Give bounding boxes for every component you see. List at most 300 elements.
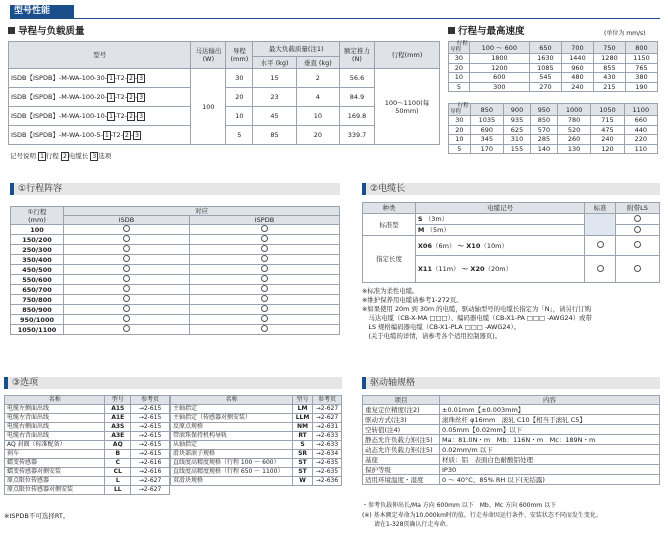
col-maxload: 最大负载质量(注1) — [253, 42, 340, 57]
lead-cell: 10 — [449, 73, 470, 83]
option-name: 主轴指定 — [171, 404, 293, 413]
symbol-legend — [10, 152, 111, 161]
spec-row — [363, 435, 660, 445]
header-marker — [10, 183, 14, 195]
stroke-col: 1100 — [624, 104, 657, 116]
stroke-col: 100 ～ 600 — [469, 42, 529, 54]
stroke-col: 750 — [593, 42, 625, 54]
model-cell: ISDB【ISPDB】-M-WA-100-30- 1 -T2- 2 - 3 — [9, 69, 191, 88]
drive-spec-notes — [362, 501, 602, 530]
circle-icon — [261, 225, 268, 232]
spec-row — [363, 445, 660, 455]
circle-icon — [123, 245, 130, 252]
speed-cell: 130 — [557, 144, 590, 154]
header-marker — [362, 377, 366, 389]
option-model: L — [105, 476, 131, 485]
option-page: →2-615 — [131, 422, 170, 431]
speed-cell: 1800 — [469, 54, 529, 64]
spec-row — [363, 465, 660, 475]
speed-row — [449, 63, 658, 73]
stroke-value: 850/900 — [11, 305, 64, 315]
speed-cell: 380 — [625, 73, 657, 83]
lead-cell: 5 — [226, 126, 253, 145]
thrust-cell: 339.7 — [340, 126, 375, 145]
stroke-value: 750/800 — [11, 295, 64, 305]
stroke-box: 1 — [109, 112, 113, 120]
option-page: →2-615 — [131, 449, 170, 458]
model-suffix: -T2- — [110, 130, 123, 139]
circle-icon — [261, 325, 268, 332]
speed-cell: 1630 — [529, 54, 561, 64]
col-code: 电缆记号 — [415, 203, 584, 214]
code-x11: X11 — [417, 265, 432, 273]
lead-cell: 20 — [449, 63, 470, 73]
option-row — [5, 413, 170, 422]
option-page: →2-627 — [131, 485, 170, 494]
speed-cell: 215 — [593, 82, 625, 92]
speed-row — [449, 73, 658, 83]
option-page: →2-635 — [312, 467, 341, 476]
len-x06: （6m） — [431, 241, 456, 250]
option-model: LM — [293, 404, 313, 413]
option-page: →2-615 — [131, 431, 170, 440]
code-s: S — [417, 215, 423, 223]
title-divider — [10, 18, 660, 19]
cable-table — [362, 202, 660, 283]
speed-cell: 140 — [530, 144, 557, 154]
lead-cell: 30 — [226, 69, 253, 88]
option-model: ST — [293, 458, 313, 467]
option-row — [171, 404, 342, 413]
thrust-cell: 56.6 — [340, 69, 375, 88]
stroke-col: 700 — [561, 42, 593, 54]
col-vertical: 垂直 (kg) — [296, 57, 339, 69]
circle-icon — [123, 325, 130, 332]
option-row — [5, 485, 170, 494]
option-page: →2-615 — [131, 404, 170, 413]
speed-cell: 240 — [591, 135, 624, 145]
speed-heading — [448, 26, 525, 38]
col-model: 型号 — [293, 396, 313, 405]
model-cell: ISDB【ISPDB】-M-WA-100-5- 1 -T2- 2 - 3 — [9, 126, 191, 145]
speed-row — [449, 125, 658, 135]
option-row — [171, 449, 342, 458]
cable-box: 2 — [129, 74, 133, 82]
option-name: AQ 封圈（标准配备） — [5, 440, 105, 449]
stroke-row — [11, 295, 340, 305]
speed-cell: 155 — [504, 144, 531, 154]
legend-box-2: 2 — [62, 153, 67, 160]
option-name: 刹车 — [5, 449, 105, 458]
spec-item: 动态允许负载力矩(注5) — [363, 445, 440, 455]
spec-content: Ma：81.0N・m Mb：116N・m Mc：189N・m — [440, 435, 660, 445]
header-marker — [4, 377, 8, 389]
corner-lead: 导程 — [450, 46, 462, 53]
speed-cell: 690 — [470, 125, 503, 135]
circle-icon — [597, 241, 604, 248]
circle-icon — [123, 235, 130, 242]
circle-icon — [634, 241, 641, 248]
option-name: 双滑块规格 — [171, 476, 293, 485]
option-row — [171, 476, 342, 485]
spec-row — [363, 425, 660, 435]
option-name: 电缆右背面出线 — [5, 431, 105, 440]
option-page: →2-633 — [312, 440, 341, 449]
legend-label-2: 电缆长 — [68, 152, 89, 160]
col-kind: 种类 — [363, 203, 416, 214]
option-box: 3 — [139, 93, 144, 101]
horizontal-cell: 23 — [253, 88, 296, 107]
model-text: ISDB【ISPDB】-M-WA-100-30- — [11, 73, 108, 82]
col-horizontal: 水平 (kg) — [253, 57, 296, 69]
speed-cell: 170 — [470, 144, 503, 154]
circle-icon — [261, 235, 268, 242]
stroke-value: 150/200 — [11, 235, 64, 245]
option-row — [5, 467, 170, 476]
lead-load-row — [9, 69, 440, 88]
spec-note: ・参考负载伸出长/Ma 方向 600mm 以下 Mb、Mc 方向 600mm 以下 — [362, 502, 557, 509]
options-table-left — [4, 395, 170, 495]
speed-cell: 715 — [591, 116, 624, 126]
lead-load-heading — [8, 26, 85, 38]
option-row — [171, 431, 342, 440]
option-row — [171, 467, 342, 476]
spec-content: 0 ～ 40°C、85% RH 以下(无结露) — [440, 475, 660, 485]
options-title: ③选项 — [12, 378, 39, 388]
speed-row — [449, 82, 658, 92]
stroke-cell: 100～1100(每50mm) — [375, 69, 440, 145]
lead-load-title: 导程与负载质量 — [18, 26, 85, 37]
speed-table-2 — [448, 103, 658, 154]
option-name: 电缆右侧面出线 — [5, 422, 105, 431]
stroke-col: 900 — [504, 104, 531, 116]
speed-cell: 285 — [530, 135, 557, 145]
spec-content: ±0.01mm【±0.003mm】 — [440, 405, 660, 415]
option-name: 滑块部滚子规格 — [171, 449, 293, 458]
option-box: 3 — [135, 131, 139, 139]
stroke-lineup-header — [10, 183, 340, 195]
main-title: 型号性能 — [14, 6, 51, 16]
circle-icon — [634, 226, 641, 233]
kind-standard: 标准型 — [363, 214, 416, 236]
col-model: 型号 — [9, 42, 191, 69]
option-page: →2-627 — [312, 413, 341, 422]
model-cell: ISDB【ISPDB】-M-WA-100-20- 1 -T2- 2 - 3 — [9, 88, 191, 107]
option-page: →2-627 — [131, 476, 170, 485]
corner-lead: 导程 — [450, 108, 462, 115]
legend-label-3: 选项 — [98, 152, 112, 160]
option-model: CL — [105, 467, 131, 476]
stroke-box: 1 — [109, 93, 113, 101]
model-text: ISDB【ISPDB】-M-WA-100-20- — [11, 92, 108, 101]
speed-cell: 935 — [504, 116, 531, 126]
thrust-cell: 84.9 — [340, 88, 375, 107]
cable-box: 2 — [129, 93, 133, 101]
vertical-cell: 20 — [296, 126, 339, 145]
col-thrust: 额定推力(N) — [340, 42, 375, 69]
circle-icon — [634, 215, 641, 222]
options-note: ※ISPDB不可选择RT。 — [4, 512, 70, 520]
speed-cell: 1440 — [561, 54, 593, 64]
circle-icon — [123, 285, 130, 292]
cable-length-header — [362, 183, 660, 195]
col-page: 参考页 — [312, 396, 341, 405]
option-name: 从轴指定 — [171, 440, 293, 449]
option-model: AQ — [105, 440, 131, 449]
speed-cell: 545 — [529, 73, 561, 83]
stroke-row — [11, 325, 340, 335]
speed-cell: 1200 — [469, 63, 529, 73]
speed-cell: 1150 — [625, 54, 657, 64]
lead-cell: 10 — [226, 107, 253, 126]
speed-header-row — [449, 104, 658, 116]
option-page: →2-631 — [312, 422, 341, 431]
stroke-box: 1 — [104, 131, 109, 139]
speed-cell: 480 — [561, 73, 593, 83]
speed-cell: 765 — [625, 63, 657, 73]
cable-note: (关于电缆的详情，请参考各个适用控制器页)。 — [362, 332, 502, 340]
stroke-col: 1050 — [591, 104, 624, 116]
cable-box: 2 — [124, 131, 129, 139]
lead-load-table — [8, 41, 440, 145]
stroke-value: 100 — [11, 225, 64, 235]
lead-cell: 30 — [449, 54, 470, 64]
code-x10: ～ X10 — [457, 241, 481, 250]
spec-item: 空转值(注4) — [363, 425, 440, 435]
option-page: →2-615 — [131, 440, 170, 449]
circle-icon — [261, 285, 268, 292]
col-stroke: 行程(mm) — [375, 42, 440, 69]
col-correspond: 对应 — [64, 207, 340, 216]
spec-item: 驱动方式(注3) — [363, 415, 440, 425]
model-suffix: -T2- — [114, 73, 128, 82]
col-name: 名称 — [5, 396, 105, 405]
circle-icon — [261, 305, 268, 312]
len-x20: （20m） — [484, 265, 513, 273]
kind-specified: 指定长度 — [363, 236, 416, 283]
speed-row — [449, 135, 658, 145]
option-name: 蠕变传感器对侧安装 — [5, 467, 105, 476]
option-model: SR — [293, 449, 313, 458]
circle-icon — [123, 305, 130, 312]
code-x20: ～ X20 — [461, 265, 485, 273]
lead-cell: 20 — [449, 125, 471, 135]
stroke-value: 1050/1100 — [11, 325, 64, 335]
option-name: 主轴指定（传感器对侧安装） — [171, 413, 293, 422]
stroke-row — [11, 255, 340, 265]
lead-cell: 10 — [449, 135, 471, 145]
lead-cell: 5 — [449, 144, 471, 154]
circle-icon — [261, 315, 268, 322]
option-row — [5, 440, 170, 449]
speed-cell: 190 — [625, 82, 657, 92]
stroke-value: 250/300 — [11, 245, 64, 255]
spec-item: 静态允许负载力矩(注5) — [363, 435, 440, 445]
code-x06: X06 — [417, 241, 432, 250]
speed-table-1 — [448, 41, 658, 92]
lead-cell: 30 — [449, 116, 471, 126]
stroke-col: 950 — [530, 104, 557, 116]
option-model: ST — [293, 467, 313, 476]
motor-cell: 100 — [191, 69, 226, 145]
option-box: 3 — [139, 74, 144, 82]
option-row — [5, 449, 170, 458]
drive-spec-header — [362, 377, 660, 389]
cable-length-title: ②电缆长 — [370, 184, 406, 194]
circle-icon — [261, 255, 268, 262]
circle-icon — [123, 275, 130, 282]
speed-cell: 1035 — [470, 116, 503, 126]
option-model: LL — [105, 485, 131, 494]
spec-content: 滚珠丝杆 φ16mm 滚轧 C10【相当于滚轧 C5】 — [440, 415, 660, 425]
circle-icon — [634, 265, 641, 272]
option-page: →2-633 — [312, 431, 341, 440]
spec-item: 基座 — [363, 455, 440, 465]
option-row — [171, 422, 342, 431]
speed-cell: 960 — [561, 63, 593, 73]
lead-stroke-corner — [449, 42, 470, 54]
stroke-value: 450/500 — [11, 265, 64, 275]
header-marker — [362, 183, 366, 195]
cable-note: LS 规格编码器电缆（CB-X1-PLA □□□ -AWG24）。 — [362, 323, 521, 331]
stroke-row — [11, 235, 340, 245]
option-name: 蠕变传感器 — [5, 458, 105, 467]
corner-stroke: 行程 — [457, 103, 469, 109]
page-title — [10, 5, 74, 18]
cable-box: 2 — [129, 112, 133, 120]
cable-note: ※维护保养用电缆请参考1-272页。 — [362, 296, 463, 304]
speed-cell: 475 — [591, 125, 624, 135]
speed-cell: 780 — [557, 116, 590, 126]
circle-icon — [123, 265, 130, 272]
model-cell: ISDB【ISPDB】-M-WA-100-10- 1 -T2- 2 - 3 — [9, 107, 191, 126]
horizontal-cell: 15 — [253, 69, 296, 88]
stroke-col: 800 — [625, 42, 657, 54]
len-x10: （10m） — [480, 241, 508, 250]
option-name: 电缆左背面出线 — [5, 413, 105, 422]
speed-cell: 570 — [530, 125, 557, 135]
stroke-row — [11, 245, 340, 255]
speed-row — [449, 54, 658, 64]
option-model: B — [105, 449, 131, 458]
spec-item: 适用环境温度・湿度 — [363, 475, 440, 485]
option-page: →2-616 — [131, 458, 170, 467]
spec-row — [363, 455, 660, 465]
col-model: 型号 — [105, 396, 131, 405]
option-model: C — [105, 458, 131, 467]
stroke-box: 1 — [109, 74, 113, 82]
cable-note: 马达电缆（CB-X-MA □□□）、编码器电缆（CB-X1-PA □□□ -AWG24）或带 — [362, 314, 592, 322]
circle-icon — [261, 295, 268, 302]
speed-cell: 1085 — [529, 63, 561, 73]
legend-box-3: 3 — [92, 153, 97, 160]
option-model: A3E — [105, 431, 131, 440]
speed-cell: 430 — [593, 73, 625, 83]
stroke-row — [11, 265, 340, 275]
stroke-row — [11, 225, 340, 235]
circle-icon — [261, 245, 268, 252]
speed-cell: 625 — [504, 125, 531, 135]
option-model: RT — [293, 431, 313, 440]
col-motor: 马达输出(W) — [191, 42, 226, 69]
col-stroke: ①行程 (mm) — [11, 207, 64, 225]
col-content: 内容 — [440, 396, 660, 405]
option-name: 直线度高精度规格（行程 650 ～ 1100） — [171, 467, 293, 476]
col-name: 名称 — [171, 396, 293, 405]
circle-icon — [123, 295, 130, 302]
drive-spec-table — [362, 395, 660, 485]
option-model: A3S — [105, 422, 131, 431]
col-ls: 附带LS — [616, 203, 660, 214]
legend-box-1: 1 — [40, 153, 44, 160]
stroke-col: 1000 — [557, 104, 590, 116]
col-std: 标准 — [585, 203, 616, 214]
option-name: 直线度高精度规格（行程 100 ～ 600） — [171, 458, 293, 467]
circle-icon — [123, 225, 130, 232]
model-suffix: -T2- — [114, 92, 128, 101]
stroke-col: 650 — [529, 42, 561, 54]
stroke-row — [11, 285, 340, 295]
option-model: A1S — [105, 404, 131, 413]
speed-cell: 850 — [530, 116, 557, 126]
option-page: →2-627 — [312, 404, 341, 413]
speed-cell: 345 — [470, 135, 503, 145]
lead-cell: 20 — [226, 88, 253, 107]
option-page: →2-634 — [312, 449, 341, 458]
model-text: ISDB【ISPDB】-M-WA-100-5- — [11, 130, 103, 139]
thrust-cell: 169.8 — [340, 107, 375, 126]
vertical-cell: 4 — [296, 88, 339, 107]
option-row — [5, 422, 170, 431]
stroke-lineup-table — [10, 206, 340, 335]
spec-content: 0.05mm【0.02mm】以下 — [440, 425, 660, 435]
circle-icon — [123, 315, 130, 322]
stroke-row — [11, 315, 340, 325]
speed-cell: 220 — [624, 135, 657, 145]
len-m: （5m） — [426, 226, 450, 234]
option-name: 带滚珠保持机构导轨 — [171, 431, 293, 440]
speed-cell: 660 — [624, 116, 657, 126]
vertical-cell: 2 — [296, 69, 339, 88]
option-model: A1E — [105, 413, 131, 422]
option-model: S — [293, 440, 313, 449]
circle-icon — [261, 275, 268, 282]
stroke-value: 350/400 — [11, 255, 64, 265]
speed-cell: 1280 — [593, 54, 625, 64]
option-page: →2-636 — [312, 476, 341, 485]
cable-note: ※标准为柔性电缆。 — [362, 287, 419, 295]
stroke-value: 950/1000 — [11, 315, 64, 325]
option-box: 3 — [139, 112, 144, 120]
square-icon — [8, 27, 15, 34]
stroke-lineup-title: ①行程阵容 — [18, 184, 63, 194]
option-name: 原点限位传感器对侧安装 — [5, 485, 105, 494]
option-row — [171, 458, 342, 467]
stroke-col: 850 — [470, 104, 503, 116]
stroke-value: 550/600 — [11, 275, 64, 285]
corner-stroke: 行程 — [456, 41, 468, 47]
spec-row — [363, 415, 660, 425]
spec-row — [363, 475, 660, 485]
spec-content: 0.02mm/m 以下 — [440, 445, 660, 455]
speed-cell: 240 — [561, 82, 593, 92]
option-page: →2-616 — [131, 467, 170, 476]
option-row — [5, 431, 170, 440]
spec-item: 保护等级 — [363, 465, 440, 475]
horizontal-cell: 45 — [253, 107, 296, 126]
code-m: M — [417, 226, 425, 234]
speed-cell: 310 — [504, 135, 531, 145]
